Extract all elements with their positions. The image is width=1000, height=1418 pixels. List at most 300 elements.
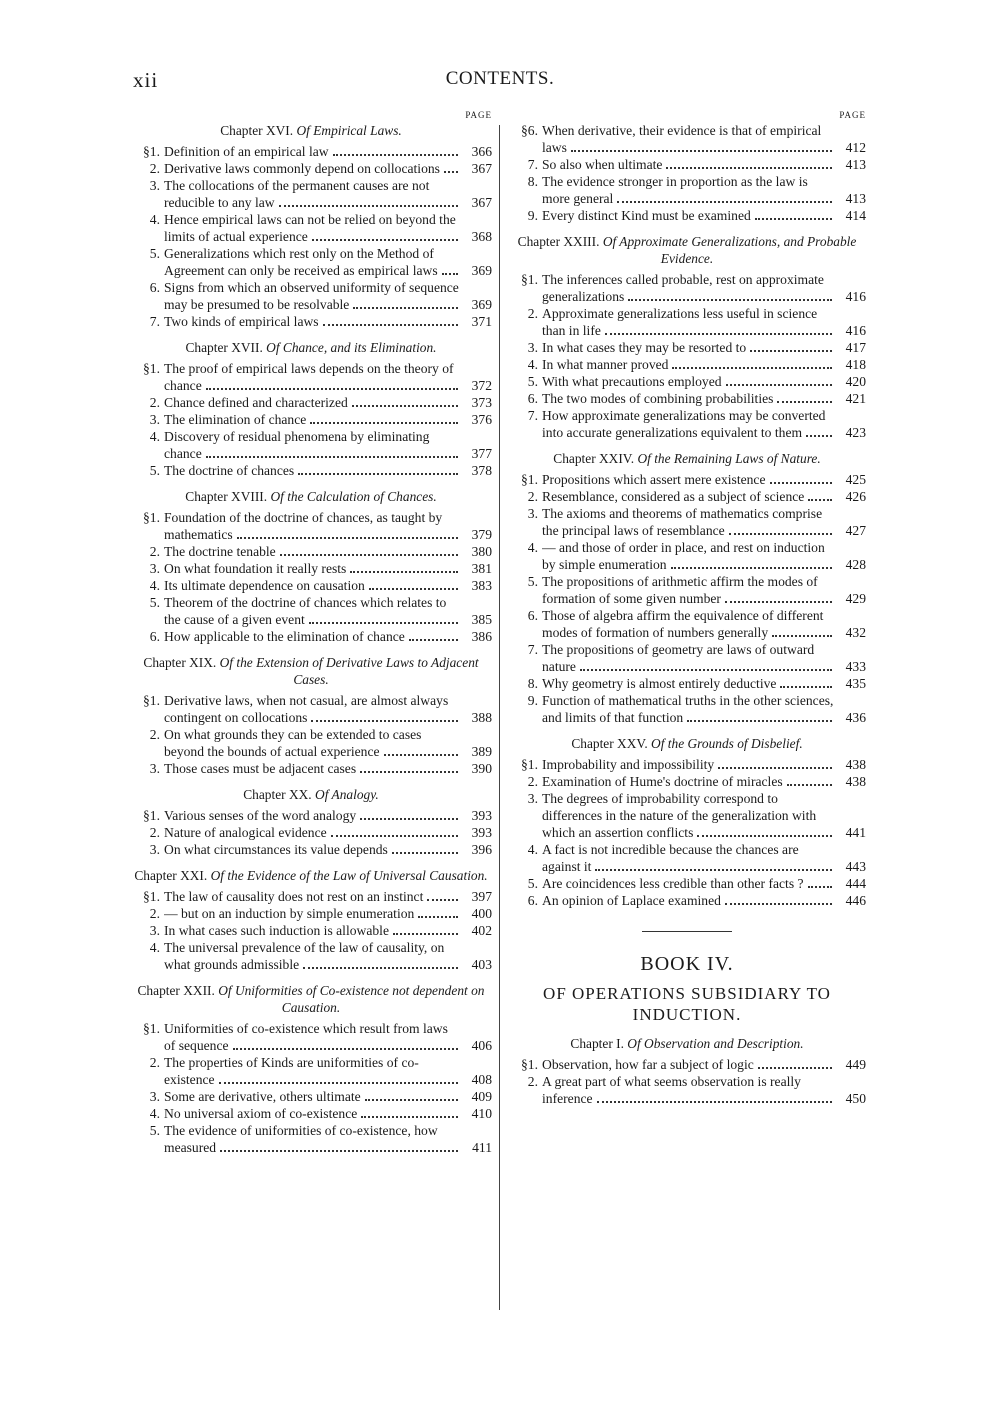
section-number: 9. — [527, 208, 538, 223]
toc-entry — [130, 177, 492, 211]
toc-entry — [130, 760, 492, 777]
section-number: 2. — [149, 906, 160, 921]
toc-entry — [508, 756, 866, 773]
section-number: 3. — [527, 791, 538, 806]
toc-entry — [508, 675, 866, 692]
page-number: 396 — [471, 842, 492, 857]
entry-title: Its ultimate dependence on causation — [164, 577, 462, 594]
page-number: 432 — [845, 625, 866, 640]
entry-title: Function of mathematical truths in the other sciences, and limits of that function — [542, 693, 834, 725]
entry-title: — and those of order in place, and rest on induction by simple enumeration — [542, 539, 836, 573]
page-folio: xii — [133, 68, 159, 92]
leader-dots — [233, 1047, 458, 1050]
leader-dots — [442, 272, 458, 275]
page-number: 423 — [845, 425, 866, 440]
leader-dots — [309, 621, 458, 624]
chapter-block — [130, 339, 492, 479]
section-number: 2. — [149, 825, 160, 840]
chapter-title: Of the Extension of Derivative Laws to Adjacent Cases. — [219, 655, 479, 687]
section-number: 4. — [149, 212, 160, 227]
entry-title: On what foundation it really rests — [164, 560, 462, 577]
book-chapter — [508, 1035, 866, 1107]
leader-dots — [323, 323, 458, 326]
leader-dots — [392, 851, 458, 854]
entry-title: Why geometry is almost entirely deductive — [542, 675, 836, 692]
toc-entry — [508, 488, 866, 505]
entry-title: Improbability and impossibility — [542, 756, 836, 773]
section-number: §1. — [143, 510, 160, 525]
section-number: §1. — [521, 272, 538, 287]
toc-entry — [508, 339, 866, 356]
toc-entry — [130, 824, 492, 841]
toc-entry — [130, 939, 492, 973]
toc-entry — [130, 143, 492, 160]
leader-dots — [672, 366, 832, 369]
section-number: §1. — [143, 144, 160, 159]
leader-dots — [808, 498, 832, 501]
chapter-title: Of Empirical Laws. — [296, 123, 402, 138]
page-number: 450 — [845, 1091, 866, 1106]
chapter-label: Chapter XVI. — [220, 123, 294, 138]
leader-dots — [311, 719, 458, 722]
entry-title: Various senses of the word analogy — [164, 807, 462, 824]
toc-entry — [508, 573, 866, 607]
section-number: 4. — [527, 357, 538, 372]
chapter-heading — [508, 450, 866, 467]
toc-entry — [130, 160, 492, 177]
leader-dots — [725, 600, 832, 603]
section-number: 6. — [527, 608, 538, 623]
entry-title: Nature of analogical evidence — [164, 824, 462, 841]
toc-entry — [130, 245, 492, 279]
section-number: 6. — [527, 893, 538, 908]
section-number: 7. — [527, 408, 538, 423]
page-number: 409 — [471, 1089, 492, 1104]
entry-title: Every distinct Kind must be examined — [542, 207, 836, 224]
leader-dots — [605, 332, 832, 335]
toc-entry — [130, 279, 492, 313]
chapter-block — [508, 735, 866, 909]
section-number: §1. — [143, 361, 160, 376]
chapter-heading — [508, 735, 866, 752]
toc-entry — [130, 411, 492, 428]
entry-title: Examination of Hume's doctrine of miracles — [542, 773, 836, 790]
entry-title: In what manner proved — [542, 356, 836, 373]
toc-entry — [508, 156, 866, 173]
page-number: 413 — [845, 191, 866, 206]
section-number: 4. — [527, 842, 538, 857]
toc-entry — [130, 428, 492, 462]
leader-dots — [697, 834, 832, 837]
section-number: §1. — [143, 693, 160, 708]
page-number: 412 — [845, 140, 866, 155]
page-number: 421 — [845, 391, 866, 406]
chapter-heading — [508, 1035, 866, 1052]
entry-title: The propositions of arithmetic affirm the modes of formation of some given number — [542, 573, 836, 607]
entry-title: In what cases they may be resorted to — [542, 339, 836, 356]
leader-dots — [758, 1066, 832, 1069]
entry-title: Uniformities of co-existence which result from laws of sequence — [164, 1020, 462, 1054]
toc-entry — [508, 692, 866, 726]
page-number: 413 — [845, 157, 866, 172]
toc-entry — [508, 505, 866, 539]
leader-dots — [369, 587, 458, 590]
leader-dots — [671, 566, 832, 569]
chapter-label: Chapter XXV. — [571, 736, 648, 751]
page-number: 420 — [845, 374, 866, 389]
chapter-label: Chapter XX. — [243, 787, 312, 802]
page-number: 390 — [471, 761, 492, 776]
toc-entry — [508, 841, 866, 875]
right-chapters — [508, 122, 866, 909]
section-number: 9. — [527, 693, 538, 708]
entry-title: Signs from which an observed uniformity of sequence may be presumed to be resolvable — [164, 280, 459, 312]
section-number: 2. — [527, 774, 538, 789]
entry-title: The law of causality does not rest on an instinct — [164, 888, 462, 905]
section-separator — [642, 931, 732, 932]
entry-title: How approximate generalizations may be converted into accurate generalizations equivalent to them — [542, 407, 836, 441]
chapter-block — [130, 488, 492, 645]
chapter-title: Of the Remaining Laws of Nature. — [637, 451, 821, 466]
chapter-heading — [130, 982, 492, 1016]
leader-dots — [580, 668, 832, 671]
section-number: 2. — [149, 727, 160, 742]
chapter-label: Chapter XXI. — [134, 868, 208, 883]
leader-dots — [365, 1098, 458, 1101]
chapter-label: Chapter I. — [570, 1036, 624, 1051]
toc-entry — [130, 888, 492, 905]
page-number: 386 — [471, 629, 492, 644]
chapter-block — [130, 122, 492, 330]
section-number: 3. — [149, 923, 160, 938]
toc-entry — [508, 407, 866, 441]
entry-title: A fact is not incredible because the chances are against it — [542, 841, 836, 875]
book-heading: BOOK IV. — [640, 953, 734, 975]
page-number: 436 — [845, 710, 866, 725]
toc-entry — [130, 594, 492, 628]
section-number: 3. — [527, 340, 538, 355]
page-number: 435 — [845, 676, 866, 691]
page-number: 367 — [471, 195, 492, 210]
page-number: 438 — [845, 774, 866, 789]
page-number: 397 — [471, 889, 492, 904]
page-number: 388 — [471, 710, 492, 725]
leader-dots — [687, 719, 832, 722]
section-number: 3. — [149, 178, 160, 193]
entry-title: When derivative, their evidence is that of empirical laws — [542, 122, 836, 156]
section-number: 4. — [527, 540, 538, 555]
entry-title: An opinion of Laplace examined — [542, 892, 836, 909]
entry-title: — but on an induction by simple enumeration — [164, 905, 462, 922]
section-number: §1. — [521, 757, 538, 772]
page-number: 410 — [471, 1106, 492, 1121]
toc-entry — [508, 356, 866, 373]
section-number: 8. — [527, 676, 538, 691]
leader-dots — [312, 238, 458, 241]
entry-title: On what circumstances its value depends — [164, 841, 462, 858]
leader-dots — [220, 1149, 458, 1152]
book-subtitle: OF OPERATIONS SUBSIDIARY TO INDUCTION. — [543, 984, 831, 1024]
toc-entry — [130, 807, 492, 824]
toc-entry — [130, 1105, 492, 1122]
leader-dots — [206, 455, 458, 458]
leader-dots — [780, 685, 832, 688]
toc-entry — [130, 922, 492, 939]
entry-title: The inferences called probable, rest on approximate generalizations — [542, 271, 836, 305]
chapter-heading — [130, 339, 492, 356]
toc-entry — [130, 211, 492, 245]
chapter-block — [130, 982, 492, 1156]
chapter-heading — [130, 122, 492, 139]
toc-entry — [130, 841, 492, 858]
entry-title: The doctrine tenable — [164, 543, 462, 560]
leader-dots — [750, 349, 832, 352]
entry-title: Approximate generalizations less useful in science than in life — [542, 305, 836, 339]
chapter-heading — [508, 233, 866, 267]
chapter-heading — [130, 786, 492, 803]
entry-title: With what precautions employed — [542, 373, 836, 390]
section-number: 4. — [149, 429, 160, 444]
section-number: §1. — [143, 889, 160, 904]
leader-dots — [718, 766, 832, 769]
entry-title: On what grounds they can be extended to cases beyond the bounds of actual experience — [164, 726, 462, 760]
toc-entry — [508, 471, 866, 488]
page-number: 385 — [471, 612, 492, 627]
entry-title: A great part of what seems observation is really inference — [542, 1073, 836, 1107]
section-number: 5. — [527, 374, 538, 389]
section-number: §6. — [521, 123, 538, 138]
page-number: 381 — [471, 561, 492, 576]
toc-entry — [508, 790, 866, 841]
leader-dots — [777, 400, 832, 403]
leader-dots — [772, 634, 832, 637]
chapter-title: Of Uniformities of Co-existence not dependent on Causation. — [218, 983, 485, 1015]
chapter-heading — [130, 867, 492, 884]
section-number: §1. — [143, 1021, 160, 1036]
leader-dots — [219, 1081, 458, 1084]
chapter-title: Of the Grounds of Disbelief. — [651, 736, 803, 751]
leader-dots — [280, 553, 458, 556]
entry-title: Those of algebra affirm the equivalence of different modes of formation of numbers generally — [542, 607, 836, 641]
entry-title: Derivative laws, when not casual, are almost always contingent on collocations — [164, 692, 462, 726]
leader-dots — [628, 298, 832, 301]
entry-title: Some are derivative, others ultimate — [164, 1088, 462, 1105]
entry-title: How applicable to the elimination of chance — [164, 628, 462, 645]
chapter-heading — [130, 488, 492, 505]
toc-entry — [508, 892, 866, 909]
entry-title: Definition of an empirical law — [164, 143, 462, 160]
chapter-title: Of the Calculation of Chances. — [270, 489, 437, 504]
section-number: 3. — [149, 761, 160, 776]
entry-title: The evidence stronger in proportion as the law is more general — [542, 173, 836, 207]
section-number: 5. — [527, 574, 538, 589]
entry-title: Generalizations which rest only on the Method of Agreement can only be received as empirical laws — [164, 245, 462, 279]
section-number: 8. — [527, 174, 538, 189]
entry-title: The proof of empirical laws depends on the theory of chance — [164, 360, 462, 394]
section-number: 3. — [149, 842, 160, 857]
leader-dots — [409, 638, 458, 641]
chapter-title: Of Approximate Generalizations, and Probable Evidence. — [602, 234, 857, 266]
section-number: 6. — [527, 391, 538, 406]
section-number: 6. — [149, 629, 160, 644]
leader-dots — [350, 570, 458, 573]
leader-dots — [279, 204, 458, 207]
toc-entry — [130, 628, 492, 645]
chapter-block — [130, 867, 492, 973]
page-number: 444 — [845, 876, 866, 891]
page-number: 367 — [471, 161, 492, 176]
page-number: 383 — [471, 578, 492, 593]
toc-entry — [130, 560, 492, 577]
page-number: 408 — [471, 1072, 492, 1087]
page-number: 449 — [845, 1057, 866, 1072]
page-number: 402 — [471, 923, 492, 938]
chapter-label: Chapter XIX. — [143, 655, 217, 670]
section-number: 4. — [149, 578, 160, 593]
section-number: 3. — [527, 506, 538, 521]
section-number: 7. — [149, 314, 160, 329]
toc-entry — [130, 1054, 492, 1088]
chapter-block — [508, 122, 866, 224]
entry-title: Those cases must be adjacent cases — [164, 760, 462, 777]
toc-entry — [130, 509, 492, 543]
leader-dots — [597, 1100, 832, 1103]
page-number: 426 — [845, 489, 866, 504]
page-number: 366 — [471, 144, 492, 159]
section-number: §1. — [143, 808, 160, 823]
chapter-heading — [130, 654, 492, 688]
running-head — [0, 68, 1000, 98]
toc-entry — [130, 692, 492, 726]
section-number: 3. — [149, 1089, 160, 1104]
entry-title: Theorem of the doctrine of chances which relates to the cause of a given event — [164, 594, 462, 628]
leader-dots — [298, 472, 458, 475]
page-number: 389 — [471, 744, 492, 759]
leader-dots — [303, 966, 458, 969]
right-column — [508, 110, 866, 1116]
toc-entry — [130, 1020, 492, 1054]
toc-entry — [508, 607, 866, 641]
page-number: 403 — [471, 957, 492, 972]
page-number: 406 — [471, 1038, 492, 1053]
leader-dots — [418, 915, 458, 918]
entry-title: So also when ultimate — [542, 156, 836, 173]
chapter-title: Of the Evidence of the Law of Universal Causation. — [210, 868, 488, 883]
page-number: 425 — [845, 472, 866, 487]
entry-title: Derivative laws commonly depend on collocations — [164, 160, 462, 177]
leader-dots — [393, 932, 458, 935]
chapter-label: Chapter XXII. — [137, 983, 215, 998]
chapter-block — [508, 450, 866, 726]
page-number: 393 — [471, 808, 492, 823]
page-number: 379 — [471, 527, 492, 542]
page-number: 416 — [845, 289, 866, 304]
entry-title: The axioms and theorems of mathematics comprise the principal laws of resemblance — [542, 505, 836, 539]
section-number: 3. — [149, 412, 160, 427]
page-number: 446 — [845, 893, 866, 908]
section-number: 4. — [149, 940, 160, 955]
chapter-label: Chapter XXIV. — [553, 451, 635, 466]
section-number: 7. — [527, 157, 538, 172]
section-number: 5. — [149, 246, 160, 261]
page-number: 418 — [845, 357, 866, 372]
leader-dots — [310, 421, 458, 424]
page-number: 368 — [471, 229, 492, 244]
chapter-title: Of Chance, and its Elimination. — [266, 340, 437, 355]
section-number: 2. — [149, 1055, 160, 1070]
page-column-label: PAGE — [465, 110, 492, 120]
leader-dots — [806, 434, 832, 437]
toc-entry — [130, 1088, 492, 1105]
section-number: 5. — [527, 876, 538, 891]
toc-entry — [508, 173, 866, 207]
entry-title: No universal axiom of co-existence — [164, 1105, 462, 1122]
page-number: 414 — [845, 208, 866, 223]
toc-entry — [508, 271, 866, 305]
section-number: 6. — [149, 280, 160, 295]
page-number: 400 — [471, 906, 492, 921]
entry-title: Hence empirical laws can not be relied on beyond the limits of actual experience — [164, 211, 462, 245]
leader-dots — [571, 149, 832, 152]
entry-title: The propositions of geometry are laws of outward nature — [542, 641, 836, 675]
entry-title: Chance defined and characterized — [164, 394, 462, 411]
toc-entry — [508, 1056, 866, 1073]
section-number: 2. — [149, 544, 160, 559]
chapter-block — [508, 1035, 866, 1107]
page-number: 376 — [471, 412, 492, 427]
leader-dots — [353, 306, 458, 309]
leader-dots — [755, 217, 832, 220]
entry-title: Are coincidences less credible than other facts ? — [542, 875, 836, 892]
leader-dots — [333, 153, 458, 156]
chapter-label: Chapter XVII. — [185, 340, 263, 355]
entry-title: Propositions which assert mere existence — [542, 471, 836, 488]
entry-title: The universal prevalence of the law of causality, on what grounds admissible — [164, 939, 462, 973]
page-number: 427 — [845, 523, 866, 538]
toc-entry — [130, 394, 492, 411]
leader-dots — [787, 783, 832, 786]
entry-title: Two kinds of empirical laws — [164, 313, 462, 330]
leader-dots — [595, 868, 832, 871]
leader-dots — [237, 536, 458, 539]
page-number: 369 — [471, 263, 492, 278]
entry-title: Discovery of residual phenomena by eliminating chance — [164, 428, 462, 462]
toc-entry — [508, 641, 866, 675]
section-number: 7. — [527, 642, 538, 657]
section-number: 2. — [527, 489, 538, 504]
entry-title: Observation, how far a subject of logic — [542, 1056, 836, 1073]
toc-entry — [508, 875, 866, 892]
toc-entry — [130, 726, 492, 760]
leader-dots — [352, 404, 458, 407]
entry-title: The degrees of improbability correspond to differences in the nature of the generalization with which an assertion conflicts — [542, 790, 836, 841]
leader-dots — [206, 387, 458, 390]
section-number: 2. — [527, 1074, 538, 1089]
page-number: 441 — [845, 825, 866, 840]
toc-entry — [508, 773, 866, 790]
entry-title: The collocations of the permanent causes are not reducible to any law — [164, 177, 462, 211]
left-column — [130, 110, 492, 1165]
entry-title: In what cases such induction is allowable — [164, 922, 462, 939]
chapter-block — [130, 786, 492, 858]
page-number: 416 — [845, 323, 866, 338]
leader-dots — [617, 200, 832, 203]
toc-entry — [130, 577, 492, 594]
page-column-label: PAGE — [839, 110, 866, 120]
chapter-title: Of Analogy. — [315, 787, 379, 802]
toc-entry — [130, 905, 492, 922]
leader-dots — [331, 834, 458, 837]
